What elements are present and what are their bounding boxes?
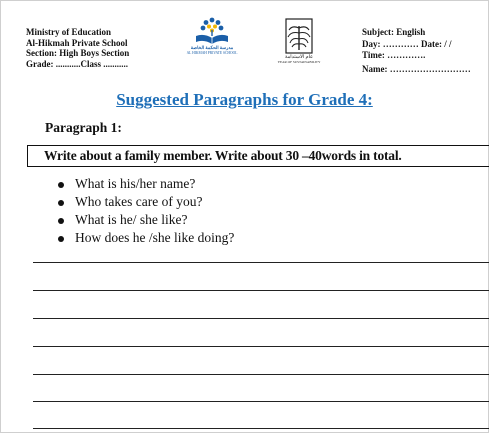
question-text: What is he/ she like? — [75, 212, 188, 227]
school-logo-arabic: مدرسة الحكمة الخاصة — [190, 45, 234, 50]
writing-line[interactable] — [33, 290, 489, 291]
task-box — [27, 145, 489, 167]
guiding-questions — [58, 175, 234, 247]
question-text: Who takes care of you? — [75, 194, 203, 209]
open-book-with-tree-icon — [186, 17, 238, 47]
day-date-field[interactable]: Day: ………… Date: / / — [362, 38, 452, 49]
writing-line[interactable] — [33, 346, 489, 347]
writing-line[interactable] — [33, 318, 489, 319]
list-item — [58, 175, 234, 193]
school-logo — [186, 17, 238, 61]
writing-line[interactable] — [33, 428, 489, 429]
ministry-label: Ministry of Education — [26, 27, 112, 37]
bullet-icon — [58, 182, 64, 188]
palm-frond-emblem-icon — [277, 18, 321, 54]
question-text: How does he /she like doing? — [75, 230, 235, 245]
list-item — [58, 193, 234, 211]
header-left — [26, 27, 129, 69]
school-name-label: Al-Hikmah Private School — [26, 37, 128, 48]
list-item — [58, 211, 234, 229]
bullet-icon — [58, 236, 64, 242]
school-logo-english: AL HIKMAH PRIVATE SCHOOL — [186, 51, 238, 55]
question-text: What is his/her name? — [75, 176, 196, 191]
subject-label: Subject: English — [362, 27, 426, 37]
header-right — [362, 27, 471, 75]
writing-line[interactable] — [33, 262, 489, 263]
bullet-icon — [58, 200, 64, 206]
sustainability-english-caption: YEAR OF SUSTAINABILITY — [277, 60, 321, 64]
name-field[interactable]: Name: ……………………… — [362, 63, 471, 74]
paragraph-label: Paragraph 1: — [45, 120, 122, 135]
time-field[interactable]: Time: …………. — [362, 50, 426, 60]
grade-class-field[interactable]: Grade: ...........Class ........... — [26, 58, 128, 69]
bullet-icon — [58, 218, 64, 224]
task-instruction: Write about a family member. Write about 30 –40words in total. — [44, 148, 402, 163]
section-label: Section: High Boys Section — [26, 48, 130, 58]
writing-line[interactable] — [33, 374, 489, 375]
page-title: Suggested Paragraphs for Grade 4: — [116, 90, 373, 109]
sustainability-arabic-caption: عام الاستدامة — [284, 55, 314, 60]
list-item — [58, 229, 234, 247]
writing-line[interactable] — [33, 401, 489, 402]
sustainability-logo — [277, 18, 321, 64]
